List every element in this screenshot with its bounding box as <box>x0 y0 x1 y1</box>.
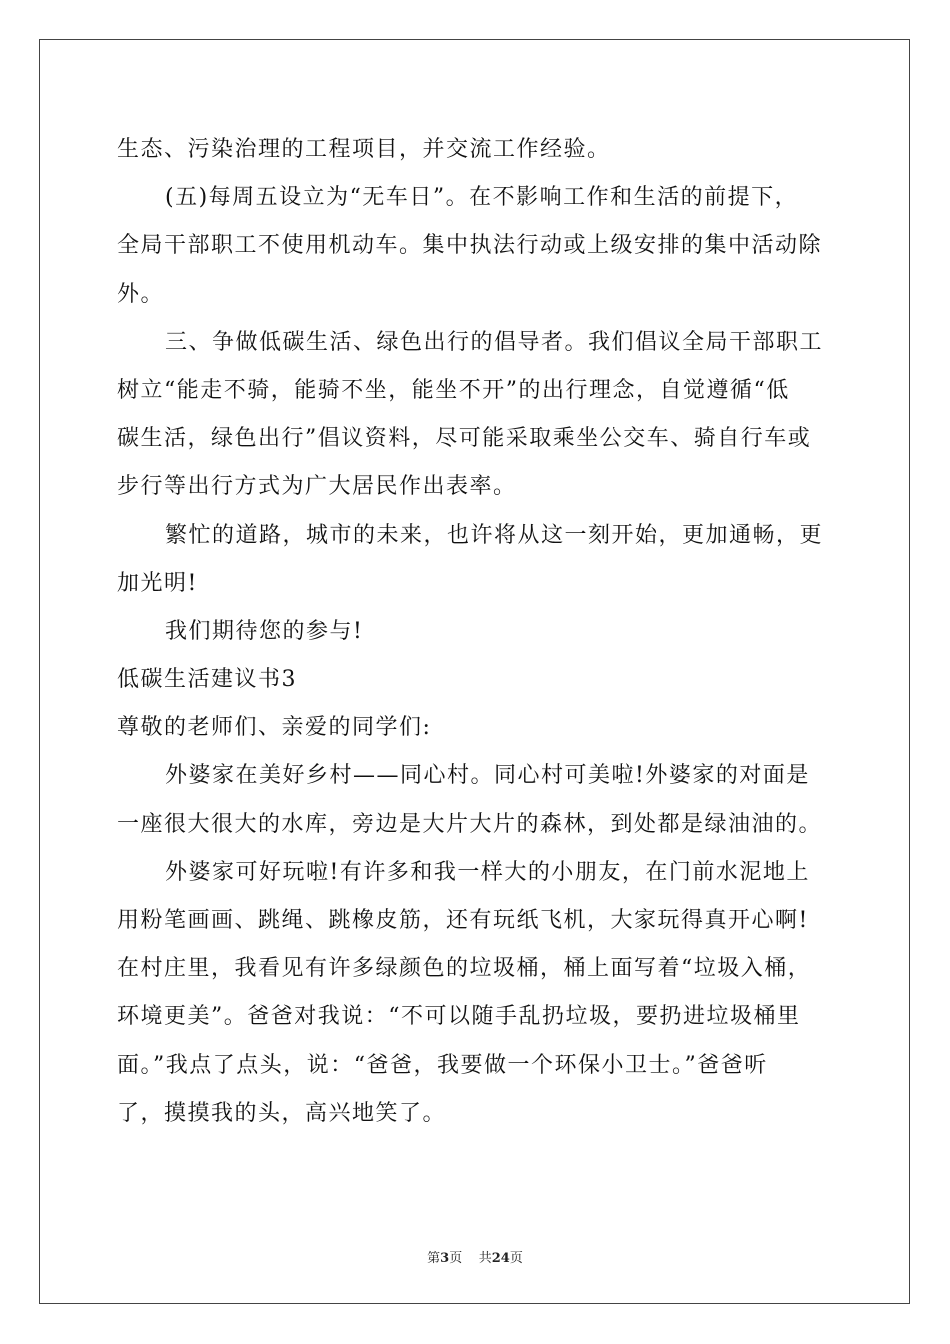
text-line: 三、争做低碳生活、绿色出行的倡导者。我们倡议全局干部职工 <box>165 329 824 355</box>
text-line: 用粉笔画画、跳绳、跳橡皮筋，还有玩纸飞机，大家玩得真开心啊! <box>117 908 809 933</box>
salutation: 尊敬的老师们、亲爱的同学们: <box>117 715 432 741</box>
text-line: 繁忙的道路，城市的未来，也许将从这一刻开始，更加通畅，更 <box>165 522 824 548</box>
text-line: 加光明! <box>117 570 198 596</box>
text-line: 全局干部职工不使用机动车。集中执法行动或上级安排的集中活动除 <box>117 233 823 259</box>
text-line: 一座很大很大的水库，旁边是大片大片的森林，到处都是绿油油的。 <box>117 811 823 837</box>
page-suffix: 页 <box>449 1251 463 1266</box>
text-line: 步行等出行方式为广大居民作出表率。 <box>117 474 517 500</box>
page-prefix: 第 <box>427 1251 441 1266</box>
page-footer <box>0 1247 950 1266</box>
document-body <box>117 126 842 1138</box>
text-line: 树立“能走不骑，能骑不坐，能坐不开”的出行理念，自觉遵循“低 <box>117 377 790 403</box>
total-pages: 24 <box>491 1251 510 1266</box>
total-suffix: 页 <box>509 1251 523 1266</box>
text-line: 面。”我点了点头，说：“爸爸，我要做一个环保小卫士。”爸爸听 <box>117 1052 768 1078</box>
text-line: 外。 <box>117 281 165 307</box>
text-line: 我们期待您的参与! <box>165 618 364 644</box>
section-heading: 低碳生活建议书3 <box>117 667 297 693</box>
text-line: 外婆家可好玩啦!有许多和我一样大的小朋友，在门前水泥地上 <box>165 859 810 885</box>
text-line: 了，摸摸我的头，高兴地笑了。 <box>117 1100 447 1126</box>
text-line: 外婆家在美好乡村——同心村。同心村可美啦!外婆家的对面是 <box>165 763 810 789</box>
text-line: (五)每周五设立为“无车日”。在不影响工作和生活的前提下， <box>165 185 799 211</box>
total-prefix: 共 <box>478 1251 492 1266</box>
text-line: 生态、污染治理的工程项目，并交流工作经验。 <box>117 137 611 162</box>
text-line: 在村庄里，我看见有许多绿颜色的垃圾桶，桶上面写着“垃圾入桶， <box>117 956 812 982</box>
text-line: 环境更美”。爸爸对我说：“不可以随手乱扔垃圾，要扔进垃圾桶里 <box>117 1004 801 1030</box>
text-line: 碳生活，绿色出行”倡议资料，尽可能采取乘坐公交车、骑自行车或 <box>117 426 812 452</box>
page-number: 3 <box>440 1251 450 1266</box>
